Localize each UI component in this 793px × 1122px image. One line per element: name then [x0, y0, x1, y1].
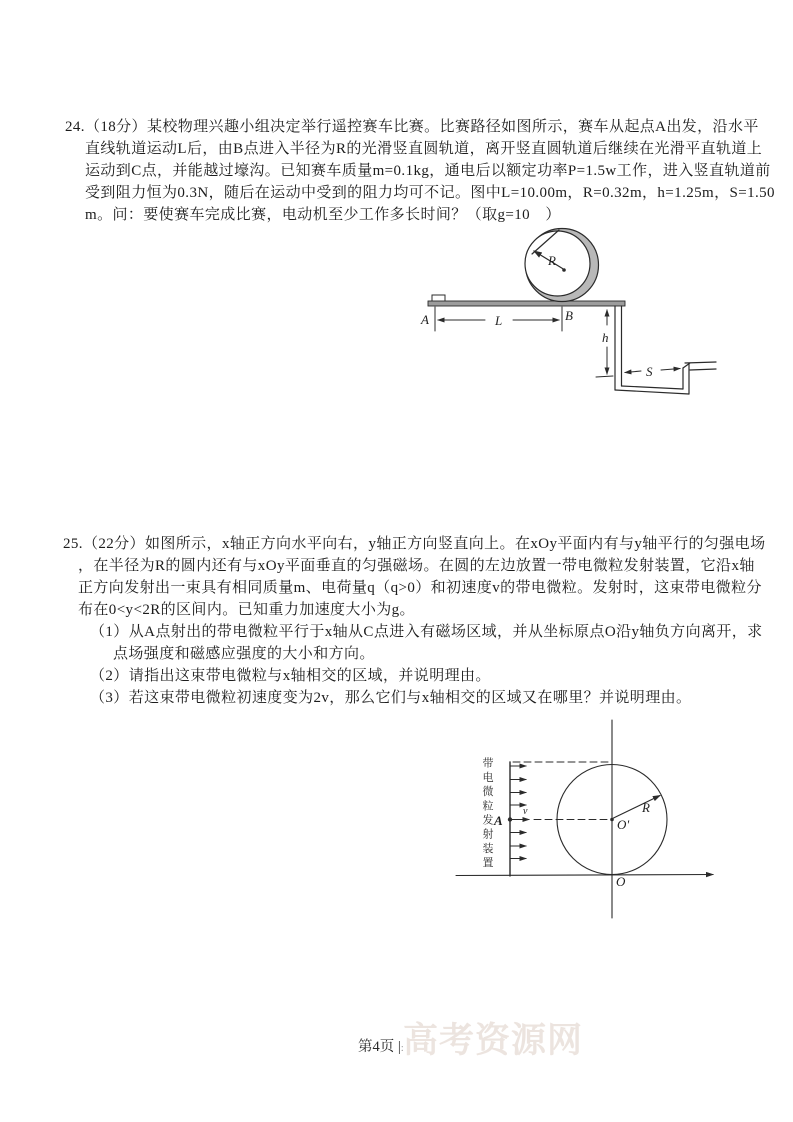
label-h: h — [602, 330, 609, 345]
problem24-line-2: 直线轨道运动L后，由B点进入半径为R的光滑竖直圆轨道，离开竖直圆轨道后继续在光滑平直轨道上 — [85, 141, 763, 157]
problem25-q1: （1）从A点射出的带电微粒平行于x轴从C点进入有磁场区域，并从坐标原点O沿y轴负方向离开，求 — [90, 624, 763, 640]
ground-tick — [596, 376, 613, 377]
problem24-line-1: 24.（18分）某校物理兴趣小组决定举行遥控赛车比赛。比赛路径如图所示，赛车从起点A出发，沿水平 — [65, 119, 759, 135]
problem25-figure — [450, 715, 740, 925]
problem25-line-2: ，在半径为R的圆内还有与xOy平面垂直的匀强磁场。在圆的左边放置一带电微粒发射装置，它沿x轴 — [78, 558, 755, 574]
problem25-q3: （3）若这束带电微粒初速度变为2v，那么它们与x轴相交的区域又在哪里？并说明理由。 — [90, 690, 692, 706]
problem24-line-4: 受到阻力恒为0.3N，随后在运动中受到的阻力均可不记。图中L=10.00m，R=0.32m，h=1.25m，S=1.50 — [85, 185, 775, 201]
problem25-q1-cont: 点场强度和磁感应强度的大小和方向。 — [113, 646, 375, 662]
ditch-bottom-inner — [622, 386, 684, 389]
problem24-line-5: m。问：要使赛车完成比赛，电动机至少工作多长时间？（取g=10 ） — [85, 207, 561, 223]
page-footer — [358, 1035, 404, 1056]
S-arrow-right — [661, 369, 680, 371]
problem25-line-4: 布在0<y<2R的区间内。已知重力加速度大小为g。 — [78, 602, 415, 618]
label-R: R — [548, 253, 556, 268]
footer-separator: | — [397, 1039, 401, 1055]
label-O: O — [616, 874, 626, 889]
problem25-line-1: 25.（22分）如图所示，x轴正方向水平向右，y轴正方向竖直向上。在xOy平面内有与y轴平行的匀强电场 — [63, 536, 766, 552]
point-A-dot — [508, 817, 512, 821]
radius-arrow — [614, 796, 661, 819]
page-number: 第4页 — [358, 1039, 395, 1055]
emitter-vertical-label: 带电微粒发射装置 — [481, 757, 493, 871]
ledge-bottom — [690, 369, 716, 370]
label-S: S — [646, 364, 653, 379]
horizontal-track — [428, 301, 625, 306]
label-R: R — [642, 800, 650, 815]
x-axis — [456, 875, 713, 876]
problem24-line-3: 运动到C点，并能越过壕沟。已知赛车质量m=0.1kg，通电后以额定功率P=1.5w工作，进入竖直轨道前 — [85, 163, 771, 179]
problem25-line-3: 正方向发射出一束具有相同质量m、电荷量q（q>0）和初速度v的带电微粒。发射时，这束带电微粒分 — [78, 580, 762, 596]
S-arrow-left — [625, 371, 641, 373]
problem24-figure — [415, 225, 730, 405]
footer-faint-mark: : — [400, 1042, 404, 1054]
label-L: L — [495, 313, 503, 328]
label-B: B — [565, 308, 573, 323]
loop-inner-circle — [525, 231, 590, 296]
problem25-q2: （2）请指出这束带电微粒与x轴相交的区域，并说明理由。 — [90, 668, 491, 684]
ledge-top — [685, 362, 716, 363]
label-A: A — [494, 813, 503, 828]
ditch-bottom-outer — [615, 390, 689, 394]
watermark: 高考资源网 — [403, 1021, 584, 1060]
label-v: v — [523, 806, 528, 817]
label-A: A — [421, 312, 429, 327]
label-O-prime: O' — [617, 817, 630, 832]
